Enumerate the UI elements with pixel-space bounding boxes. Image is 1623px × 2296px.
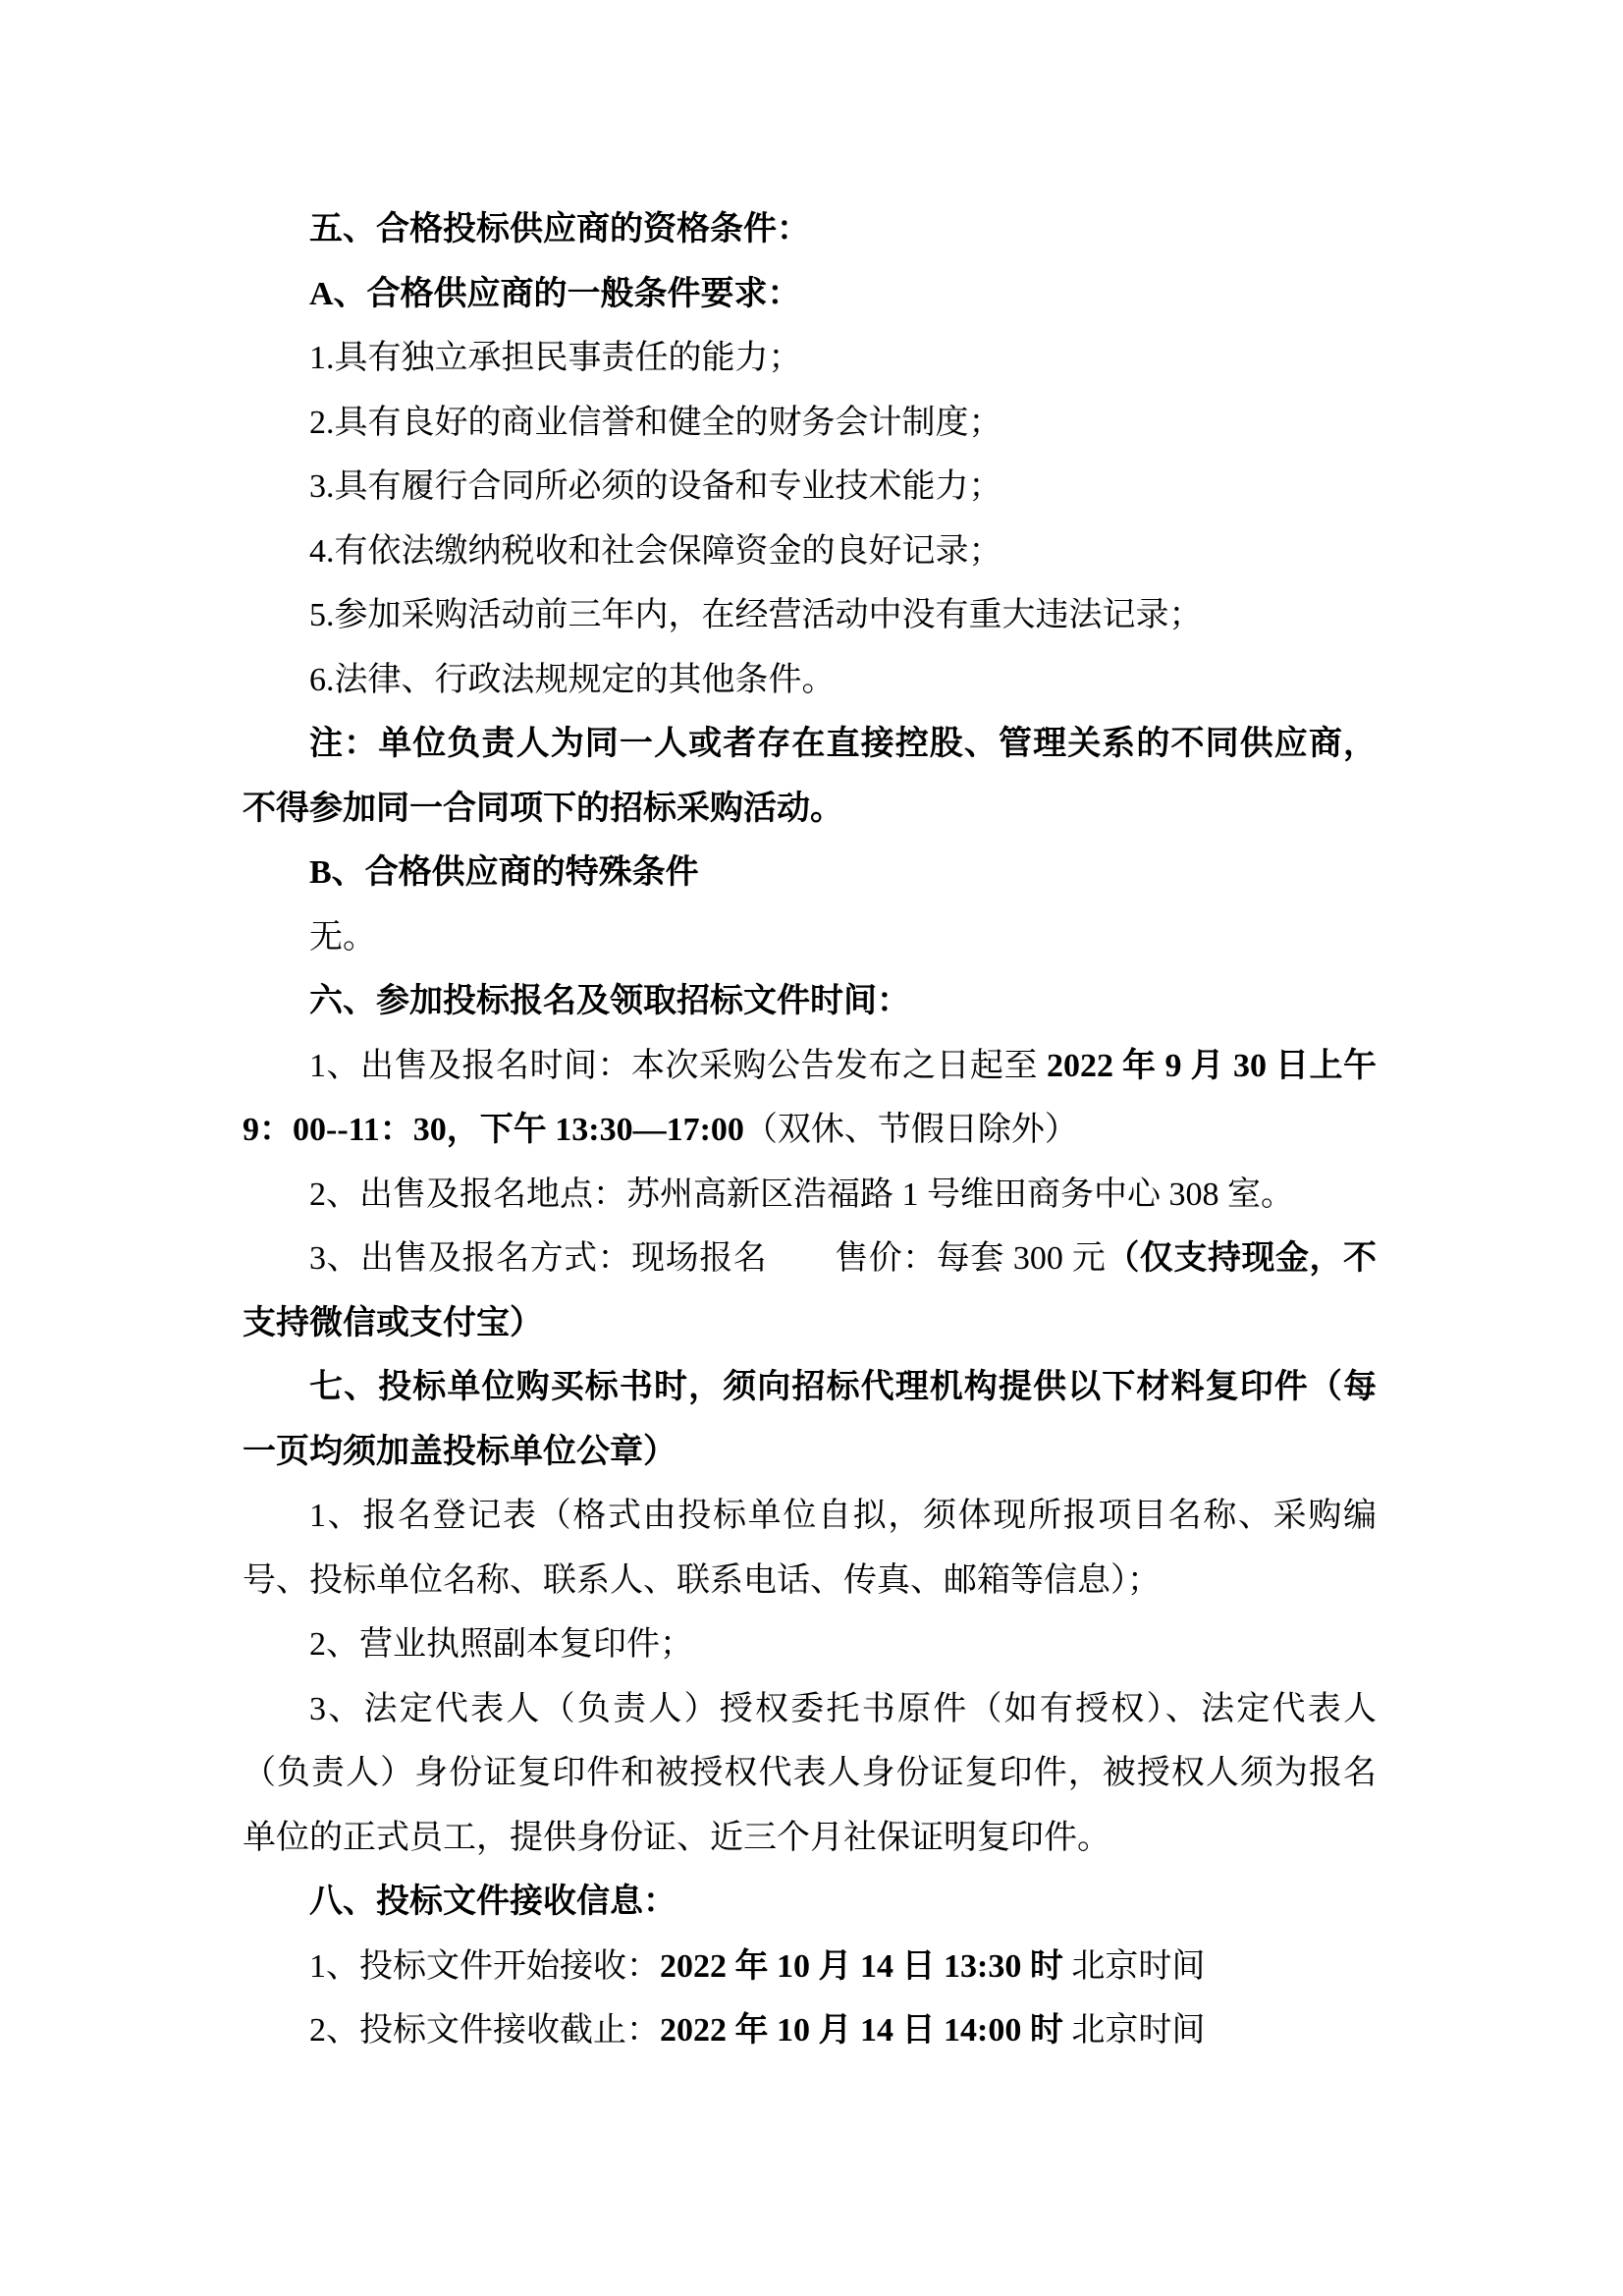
text-run-bold: 2022 年 10 月 14 日 14:00 时 <box>660 2012 1063 2049</box>
heading-general-conditions <box>243 262 1377 327</box>
heading-section-7-materials <box>243 1355 1377 1484</box>
item-tax-social-security <box>243 519 1377 584</box>
text-run: 2.具有良好的商业信誉和健全的财务会计制度； <box>309 404 1002 441</box>
text-run-bold: B、合格供应商的特殊条件 <box>309 854 699 891</box>
item-registration-form <box>243 1484 1377 1613</box>
text-run: 1、报名登记表（格式由投标单位自拟，须体现所报项目名称、采购编号、投标单位名称、联系人、联系电话、传真、邮箱等信息）； <box>243 1498 1377 1599</box>
text-run: 3、出售及报名方式：现场报名 售价：每套 300 元 <box>309 1240 1107 1277</box>
text-run-bold: 五、合格投标供应商的资格条件： <box>309 211 810 247</box>
heading-special-conditions <box>243 841 1377 905</box>
text-run: 3.具有履行合同所必须的设备和专业技术能力； <box>309 468 1002 505</box>
text-run: 北京时间 <box>1062 1947 1206 1985</box>
text-run-bold: 八、投标文件接收信息： <box>309 1884 676 1920</box>
item-no-illegal-record <box>243 583 1377 648</box>
text-run: 无。 <box>309 918 376 956</box>
text-run-bold: （仅支持现金，不支持微信或支付宝） <box>243 1240 1378 1341</box>
text-run-bold: 2022 年 9 月 30 日上午 9：00--11：30，下午 13:30—17:00 <box>243 1047 1377 1148</box>
text-run: 2、投标文件接收截止： <box>309 2012 660 2049</box>
item-legal-representative <box>243 1677 1377 1871</box>
heading-section-5 <box>243 197 1377 262</box>
document-body <box>243 197 1377 2063</box>
text-run: 北京时间 <box>1062 2012 1206 2049</box>
item-business-license <box>243 1613 1377 1677</box>
text-run-bold: 七、投标单位购买标书时，须向招标代理机构提供以下材料复印件（每一页均须加盖投标单位公章） <box>243 1369 1377 1470</box>
text-run-bold: 2022 年 10 月 14 日 13:30 时 <box>660 1947 1063 1985</box>
text-run: 6.法律、行政法规规定的其他条件。 <box>309 661 836 698</box>
item-equipment-capability <box>243 455 1377 519</box>
text-run: 3、法定代表人（负责人）授权委托书原件（如有授权）、法定代表人（负责人）身份证复印件和被授权代表人身份证复印件，被授权人须为报名单位的正式员工，提供身份证、近三个月社保证明复印件。 <box>243 1690 1377 1856</box>
item-business-reputation <box>243 391 1377 456</box>
text-run: 1.具有独立承担民事责任的能力； <box>309 340 802 376</box>
text-none <box>243 905 1377 970</box>
text-run-bold: 六、参加投标报名及领取招标文件时间： <box>309 983 910 1019</box>
note-same-legal-person <box>243 712 1377 841</box>
item-other-conditions <box>243 648 1377 713</box>
text-run: 1、出售及报名时间：本次采购公告发布之日起至 <box>309 1047 1047 1084</box>
text-run: 2、营业执照副本复印件； <box>309 1626 693 1663</box>
text-run: （双休、节假日除外） <box>743 1112 1078 1148</box>
heading-section-8-bid-reception <box>243 1870 1377 1935</box>
item-reception-start <box>243 1935 1377 1999</box>
item-civil-liability <box>243 326 1377 391</box>
item-reception-deadline <box>243 1998 1377 2063</box>
text-run: 4.有依法缴纳税收和社会保障资金的良好记录； <box>309 532 1002 570</box>
text-run: 2、出售及报名地点：苏州高新区浩福路 1 号维田商务中心 308 室。 <box>309 1175 1294 1213</box>
heading-section-6-registration-time <box>243 969 1377 1034</box>
item-sale-time <box>243 1034 1377 1163</box>
text-run-bold: 注：单位负责人为同一人或者存在直接控股、管理关系的不同供应商，不得参加同一合同项下的招标采购活动。 <box>243 726 1377 827</box>
text-run: 1、投标文件开始接收： <box>309 1947 660 1985</box>
item-sale-method <box>243 1227 1377 1355</box>
text-run: 5.参加采购活动前三年内，在经营活动中没有重大违法记录； <box>309 597 1203 633</box>
item-sale-location <box>243 1163 1377 1228</box>
text-run-bold: A、合格供应商的一般条件要求： <box>309 275 801 312</box>
